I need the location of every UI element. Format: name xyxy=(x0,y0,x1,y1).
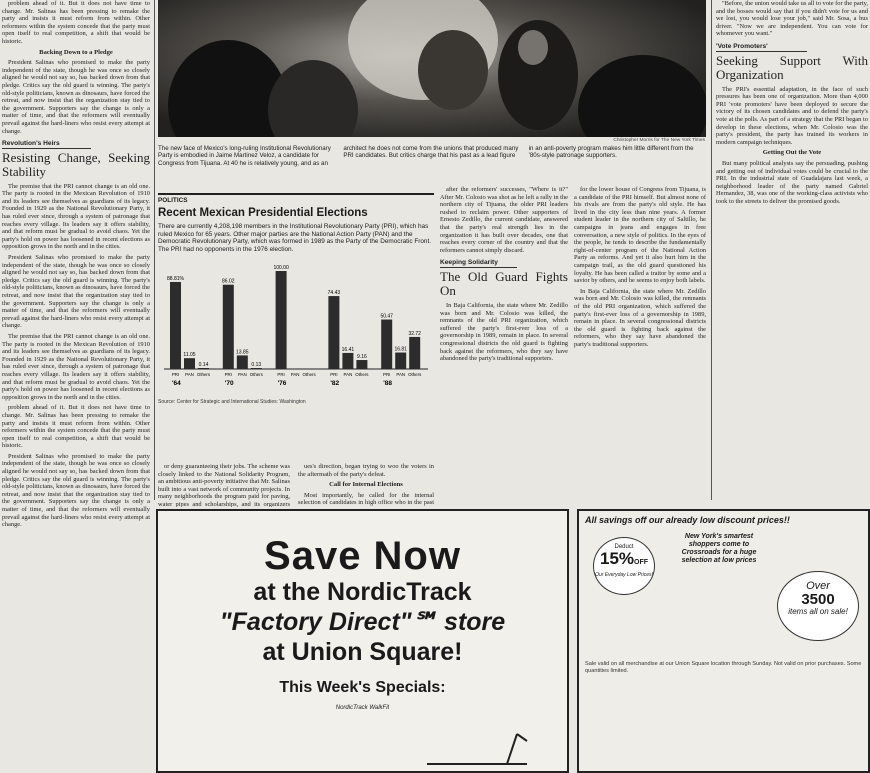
news-photo xyxy=(158,0,706,137)
chart-bar-pan-4 xyxy=(395,353,406,369)
article-text: The PRI's essential adaptation, in the face of such pressures has been one of organization. More than 4,000 PRI 'vote promoters' have been deployed to secure the victory of its chosen candidates and to defend the party's vote at the polls. As part of a strategy that the PRI began to develop in these elections, when Mr. Colosio was the party's president, the party has trained its workers in modern campaign techniques. xyxy=(716,85,868,146)
ad-headline: Save Now xyxy=(264,534,461,578)
ad-percent: 15% xyxy=(599,549,635,568)
crossroads-ad xyxy=(577,509,870,773)
chart-bar-others-1 xyxy=(251,368,262,369)
chart-bar-pan-0 xyxy=(184,359,195,370)
chart-bar-others-0 xyxy=(198,368,209,369)
chart-series-label: PAN xyxy=(343,372,353,378)
chart-series-label: PAN xyxy=(185,372,194,378)
article-text: ues's direction, began trying to woo the voters in the aftermath of the party's defeat. xyxy=(298,463,434,478)
ad-line: at Union Square! xyxy=(262,638,463,666)
column-c xyxy=(574,186,706,506)
chart-bar-pri-4 xyxy=(381,320,392,369)
section-headline: Resisting Change, Seeking Stability xyxy=(2,149,150,179)
chart-bar-pri-3 xyxy=(328,296,339,369)
chart-series-label: PAN xyxy=(396,372,406,378)
chart-source: Source: Center for Strategic and International Studies: Washington xyxy=(158,399,306,406)
middle-column-a xyxy=(158,463,290,507)
chart-intro: There are currently 4,208,198 members in the Institutional Revolutionary Party (PRI), which has ruled Mexico for 65 years. Other major parties are the National Action Party (PAN) and the Democratic Revolutionary Party, which was formed in 1989 as the Party of the Democratic Front. The PRI had no opponents in the 1976 election. xyxy=(158,223,432,253)
chart-series-label: PRI xyxy=(330,372,338,378)
ad-deduct: Deduct xyxy=(614,544,634,550)
chart-series-label: PRI xyxy=(224,372,232,378)
middle-column-b xyxy=(298,463,434,507)
chart-year-label: '76 xyxy=(277,380,287,388)
article-text: In Baja California, the state where Mr. Zedillo was born and Mr. Colosio was killed, the remnants of the old PRI organization, which suffered the party's first-ever loss of a governorship in 1989, remain in place. In several congressional districts the old guard is fighting back against the reformers, who they say have abandoned the party's traditional supporters. xyxy=(574,287,706,348)
article-text: after the reformers' successes, "Where is it?" After Mr. Colosio was shot as he left a rally in the northern city of Tijuana, the older PRI leaders rushed to reclaim power. Other supporters of Ernesto Zedillo, the current candidate, answered that the party's real strength lies in the organization it has built over decades, one that reaches every corner of the country and that the reformers cannot simply discard. xyxy=(440,186,568,254)
subhead: Getting Out the Vote xyxy=(762,149,822,157)
ad-everyday: Our Everyday Low Prices! xyxy=(595,572,653,578)
chart-series-label: Others xyxy=(355,372,369,378)
chart-series-label: Others xyxy=(302,372,316,378)
photo-caption: The new face of Mexico's long-ruling Institutional Revolutionary Party is embodied in Jaime Martinez Veloz, a candidate for Congress from Tijuana. At 40 he is relatively young, and as an architect he does not come from the unions that produced many PRI candidates. But critics charge that his past as a lead figure in an anti-poverty program makes him little different from the '80s-style patronage supporters. xyxy=(158,145,694,167)
section-kicker: Keeping Solidarity xyxy=(440,259,517,268)
chart-year-label: '82 xyxy=(330,380,340,388)
items-burst xyxy=(777,571,859,641)
chart-series-label: PRI xyxy=(171,372,180,378)
ad-line: "Factory Direct"℠ store xyxy=(219,608,506,636)
ad-specials: This Week's Specials: xyxy=(279,679,446,696)
chart-bar-pan-3 xyxy=(342,353,353,369)
right-column xyxy=(716,0,868,505)
chart-title: Recent Mexican Presidential Elections xyxy=(158,207,368,219)
subhead: Backing Down to a Pledge xyxy=(39,48,113,56)
chart-series-label: PAN xyxy=(290,372,300,378)
chart-value-label: 100.00 xyxy=(273,265,289,272)
chart-year-label: '88 xyxy=(383,380,392,388)
chart-bar-pri-0 xyxy=(170,282,181,369)
ad-off: OFF xyxy=(634,559,649,566)
ad-pitch: New York's smartest shoppers come to Crossroads for a huge selection at low prices xyxy=(681,533,757,564)
middle-right-column xyxy=(440,186,568,506)
ad-count: 3500 xyxy=(801,591,835,608)
ad-line: at the NordicTrack xyxy=(253,578,472,606)
section-kicker: Revolution's Heirs xyxy=(2,140,91,149)
chart-value-label: 0.14 xyxy=(198,362,209,369)
chart-bar-pri-1 xyxy=(223,285,234,369)
chart-value-label: 88.81% xyxy=(167,276,184,283)
article-text: But many political analysts say the persuading, pushing and getting out of individual votes could be crucial to the PRI. In the industrial state of Guadalajara last week, a neighborhood leader of the party named Gabriel Hernandez, 38, was one of the working-class activists who took to the streets to deliver the promised goods. xyxy=(716,159,868,205)
chart-bar-pri-2 xyxy=(276,271,287,369)
chart-value-label: 9.16 xyxy=(357,354,367,361)
article-text: for the lower house of Congress from Tijuana, is a candidate of the PRI himself. But almost none of his rivals are from the party's old style. He has lived in the city less than nine years. A former student leader in the northern city of Saltillo, he campaigns in jeans and engages in free conversation, a new style of politics. In the eyes of the people, he tends to describe the fundamentally right-of-center program of the National Action Party as reforms. And yet it also hurt him in the campaign trail, as the old guard questioned his loyalty. He has been called a traitor by some and a savior by others, and he seems to enjoy both labels. xyxy=(574,186,706,285)
chart-value-label: 16.41 xyxy=(341,347,355,354)
article-text: problem ahead of it. But it does not have time to change. Mr. Salinas has been pressing to remake the party and insists it must reform from within. Other reformers within the system concede that the party must open itself to real competition, a shift that would be historic. xyxy=(2,404,150,450)
article-text: President Salinas who promised to make the party independent of the state, though he was once so closely aligned he would not say so, has backed down from that pledge. Critics say the old guard is winning. The party's old-style politicians, known as dinosaurs, have forced the retreat, and now insist that the organization stay tied to the government. Supporters say the change is only a matter of time, and that the reformers will eventually prevail against the hard-liners who resist every attempt at change. xyxy=(2,452,150,529)
chart-series-label: PAN xyxy=(237,372,247,378)
ad-fine-print: Sale valid on all merchandise at our Union Square location through Sunday. Not valid on prior purchases. Some quantities limited. xyxy=(585,661,862,674)
chart-bar-others-3 xyxy=(356,360,367,369)
section-headline: The Old Guard Fights On xyxy=(440,268,568,298)
bar-chart xyxy=(158,257,434,397)
article-text: President Salinas who promised to make the party independent of the state, though he was once so closely aligned he would not say so, has backed down from that pledge. Critics say the old guard is winning. The party's old-style politicians, known as dinosaurs, have forced the retreat, and now insist that the organization stay tied to the government. Supporters say the change is only a matter of time, and that the reformers will eventually prevail against the hard-liners who resist every attempt at change. xyxy=(2,254,150,330)
chart-series-label: PRI xyxy=(277,372,285,378)
chart-value-label: 13.85 xyxy=(236,349,249,356)
chart-value-label: 86.02 xyxy=(222,279,235,286)
column-rule xyxy=(154,0,155,500)
chart-bar-others-4 xyxy=(409,337,420,369)
article-text: Most importantly, he called for the internal selection of candidates in high office who in the past xyxy=(298,491,434,507)
chart-value-label: 50.47 xyxy=(380,313,393,320)
ad-banner: All savings off our already low discount prices!! xyxy=(585,515,790,525)
chart-series-label: Others xyxy=(249,372,263,378)
article-text: The premise that the PRI cannot change is an old one. The party is rooted in the Mexican Revolution of 1910 and its leaders see themselves as guardians of its legacy. Founded in 1929 as the National Revolutionary Party, it has ruled ever since, through a system of patronage that reaches every village. Its leaders say it offers stability, and that reform must be gradual to avoid chaos. Yet the party's hold on power has loosened in recent elections as opposition grows in the north and in the cities. xyxy=(2,182,150,251)
chart-box xyxy=(158,193,434,463)
chart-value-label: 74.43 xyxy=(327,290,341,297)
article-text: The premise that the PRI cannot change is an old one. The party is rooted in the Mexican Revolution of 1910 and its leaders see themselves as guardians of its legacy. Founded in 1929 as the National Revolutionary Party, it has ruled ever since, through a system of patronage that reaches every village. Its leaders say it offers stability, and that reform must be gradual to avoid chaos. Yet the party's hold on power has loosened in recent elections as opposition grows in the north and in the cities. xyxy=(2,332,150,401)
article-text: or deny guaranteeing their jobs. The scheme was closely linked to the National Solidarity Program, an ambitious anti-poverty initiative that Mr. Salinas built into a vast network of community projects. In many neighborhoods the program paid for paving, water pipes and scholarships, and its organizers xyxy=(158,463,290,507)
exercise-machine-icon xyxy=(417,729,537,769)
chart-year-label: '70 xyxy=(224,380,234,388)
chart-tag: POLITICS xyxy=(158,197,188,204)
column-rule xyxy=(711,0,712,500)
discount-burst xyxy=(593,537,655,595)
chart-year-label: '64 xyxy=(172,380,181,388)
chart-bar-pan-1 xyxy=(237,356,248,370)
left-column xyxy=(2,0,150,773)
article-text: In Baja California, the state where Mr. Zedillo was born and Mr. Colosio was killed, the remnants of the old PRI organization, which suffered the party's first-ever loss of a governorship in 1989, remain in place. In several congressional districts the old guard is fighting back against the reformers, who they say have abandoned the party's traditional supporters. xyxy=(440,301,568,363)
chart-series-label: Others xyxy=(196,372,211,378)
ad-items: items all on sale! xyxy=(788,607,848,616)
ad-item: NordicTrack WalkFit xyxy=(335,705,390,711)
nordictrack-ad xyxy=(156,509,569,773)
ad-over: Over xyxy=(806,580,830,592)
article-text: problem ahead of it. But it does not have time to change. Mr. Salinas has been pressing to remake the party and insists it must reform from within. Other reformers within the system concede that the party must open itself to real competition, a shift that would be historic. xyxy=(2,0,150,45)
chart-value-label: 32.72 xyxy=(408,331,421,338)
chart-value-label: 0.13 xyxy=(251,362,262,369)
article-text: "Before, the union would take us all to vote for the party, and the bosses would say that if you didn't vote for us and we lost, you would lose your job," said Mr. Sosa, a bus driver. "Now we are independent. You can vote for whomever you want." xyxy=(716,0,868,38)
section-headline: Seeking Support With Organization xyxy=(716,52,868,82)
chart-value-label: 11.05 xyxy=(183,352,196,359)
photo-credit: Christopher Morris for The New York Times xyxy=(613,138,705,143)
chart-series-label: Others xyxy=(408,372,422,378)
chart-series-label: PRI xyxy=(383,372,391,378)
section-kicker: 'Vote Promoters' xyxy=(716,43,807,52)
article-text: President Salinas who promised to make the party independent of the state, though he was once so closely aligned he would not say so, has backed down from that pledge. Critics say the old guard is winning. The party's old-style politicians, known as dinosaurs, have forced the retreat, and now insist that the organization stay tied to the government. Supporters say the change is only a matter of time, and that the reformers will eventually prevail against the hard-liners who resist every attempt at change. xyxy=(2,59,150,135)
subhead: Call for Internal Elections xyxy=(329,481,403,489)
chart-value-label: 16.81 xyxy=(394,346,407,353)
